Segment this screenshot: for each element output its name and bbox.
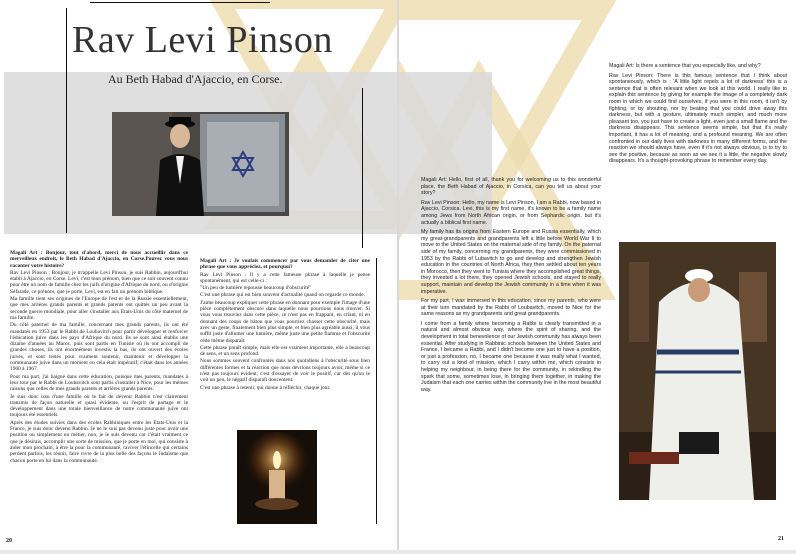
paragraph: Magali Art: Is there a sentence that you especially like, and why?: [609, 63, 761, 69]
right-column-english-2: [609, 63, 787, 223]
paragraph: Cette phrase paraît simple, mais elle est vraiment importante, elle a beaucoup de sens, et un sens profond.: [200, 344, 370, 358]
paragraph: Rav Levi Pinson : Il y a cette fameuse phrase à laquelle je pense spontanément, qui est celle-ci :: [200, 271, 370, 284]
paragraph: Magali Art : Bonjour, tout d'abord, merci de nous accueillir dans ce merveilleux endroit, le Beth Habad d'Ajaccio, en Corse.Pouvez vous nous raconter votre histoire?: [10, 250, 188, 269]
left-column-french-1: [10, 250, 188, 532]
paragraph: I come from a family where becoming a Rabbi is clearly transmitted in a natural and almost obvious way, where the spirit of sharing, and the development in total benevolence of our Jewish community has always been essential. After studying in Rabbinic schools between the United States and France, I became a Rabbi, and I didn't become one just to have a position, or just a profession, no, I became one because it was really what I wanted, to carry out a kind of mission, which I carry within me, which consists in helping my neighbour, in being there for the community, in rekindling the spark that some, sometimes lose, in bringing them together, in making the Judaism that each one carries within the community live in the most beautiful way.: [421, 320, 601, 393]
page-number-right: 21: [778, 536, 784, 542]
paragraph: For my part, I was immersed in this education, since my parents, who were at their turn mandated by the Rabbi of Loubavitch, moved to Nice for the same reasons as my grandparents and great grandparents.: [421, 298, 601, 318]
paragraph: Je suis donc issu d'une famille où le fait de devenir Rabbin n'est clairement transmis de façon naturelle et quasi évidente, ou l'esprit de partage et le développement dans une totale bienveillance de notre communauté juive ont toujours été essentiels.: [10, 393, 188, 419]
left-column-french-2: [200, 258, 370, 428]
page-subtitle: Au Beth Habad d'Ajaccio, en Corse.: [108, 72, 283, 86]
paragraph: Magali Art: Hello, first of all, thank you for welcoming us to this wonderful place, the Beth Habad of Ajaccio, in Corsica, can you tell us about your story?: [421, 177, 601, 197]
paragraph: Rav Levi Pinson: There is this famous sentence that I think about spontaneously, which is : 'A little light repels a lot of darkness' this is a sentence that is often relevant when we look at this world. I really like to explain this sentence by giving for example the image of a completely dark room in which we could find ourselves, if you were in this room, it isn't by fighting, or by shouting, nor by beating that you could drive away this darkness, but with a gesture, ultimately much simpler, and much more pleasant too, you just have to create a light, even just a small flame and the darkness disappears. This sentence seems simple, but that it's really important, it has a lot of meaning, and a profound meaning. We are often confronted in our daily lives with darkness in many different forms, and the reaction we should always have, even if it's not always obvious, is to try to see the positive, because as soon as we see it a little, the negative slowly disappears. It's a thought-provoking phrase to remember every day.: [609, 72, 787, 165]
paragraph: "Un peu de lumière repousse beaucoup d'obscurité": [200, 285, 312, 292]
paragraph: Rav Levi Pinson: Hello, my name is Levi Pinson, I am a Rabbi, now based in Ajaccio, Corsica. Levi, this is my first name, it's known to be a family name among Jews from North African origin, or from Sephardic origin, but it's actually a biblical first name.: [421, 199, 601, 226]
paragraph: My family has its origins from Eastern Europe and Russia essentially, which my great-grandparents and grandparents left a little before World War II to move to the United States on the maternal side of my family. On the paternal side of my family, concerning my grandparents, they were commissioned in 1953 by the Rabbi of Lubavitch to go and develop and strengthen Jewish education in the countries of North Africa, they then settled about ten years in Morocco, then they went to Tunisia where they accomplished great things, they invested a lot there, they opened Jewish schools, and stayed to really support, maintain and develop the Jewish community in a time when it was imperative.: [421, 229, 601, 295]
paragraph: Rav Levi Pinson : Bonjour, je m'appelle Levi Pinson, je suis Rabbin, aujourd'hui établi à Ajaccio, en Corse. Levi, c'est mon prénom, bien que ce soit souvent connu pour être un nom de famille chez les juifs d'origine d'Afrique du nord, ou d'origine Séfarade, ce prénom, que je porte, Levi, est en fait un prénom biblique.: [10, 269, 188, 295]
paragraph: Nous sommes souvent confrontés dans nos quotidiens à l'obscurité sous bien différentes formes et la réaction que nous devrions toujours avoir, même si ce n'est pas toujours évident, c'est d'essayer de voir le positif, car dès qu'on le voit un peu, le négatif disparaît doucement.: [200, 358, 370, 384]
portrait-photo: [112, 112, 289, 216]
paragraph: Pour ma part, j'ai baigné dans cette éducation, puisque mes parents, mandatés à leur tour par le Rabbi de Loubavitch sont partis s'installer à Nice, pour les mêmes raisons que celles de mes grands parents et arrières grands parents.: [10, 373, 188, 393]
vertical-rule-mid: [362, 88, 363, 248]
vertical-rule-left: [66, 8, 67, 233]
paragraph: Après des études suivies dans des écoles Rabbiniques entre les Etats-Unis et la France, je suis donc devenu Rabbin. Je ne le suis pas devenu juste pour avoir une position ou simplement un métier, non, je le suis devenu car c'était vraiment ce que je désirais, accomplir une sorte de mission, que je porte en moi, qui consiste à aider mon prochain, à être la pour la communauté, raviver l'étincelle qui certains perdent parfois, les réunir, faire vivre de la plus belle des façons le Judaïsme que chacun porte en lui dans la communauté.: [10, 419, 188, 464]
page-title: Rav Levi Pinson: [72, 19, 333, 61]
candle-photo: [237, 430, 317, 524]
paragraph: Ma famille tient ses origines de l'Europe de l'est et de la Russie essentiellement, que mes arrières grands parents et grands parents ont quittés un peu avant la seconde guerre mondiale, pour aller s'installer aux Etats-Unis du côté maternel de ma famille.: [10, 296, 188, 321]
paragraph: Magali Art : Je voulais commencer par vous demander de citer une phrase que vous appréciez, et pourquoi?: [200, 258, 370, 271]
right-column-english-1: [421, 177, 601, 522]
paragraph: C'est une phrase qui est bien souvent d'actualité quand on regarde ce monde.: [200, 292, 365, 299]
top-rule: [90, 2, 270, 3]
paragraph: Du côté paternel de ma famille, concernant mes grands parents, ils ont été mandatés en 1953 par le Rabbi de Loubavitch pour partir développer et renforcer l'éducation juive dans les pays d'Afrique du nord. Ils se sont ainsi établis une dizaine d'années au Maroc, puis sont partis en Tunisie où ils ont accompli de grandes choses, ils ont énormément investis la bas, ils ont ouvert des écoles juives, et sont restés pour vraiment soutenir, maintenir et développer la communauté juive dans un moment ou cela était impératif, c'était dans les années 1960 à 1967.: [10, 322, 188, 373]
paragraph: C'est une phrase à retenir, qui donne à réfléchir, chaque jour.: [200, 384, 331, 391]
page-number-left: 20: [6, 538, 12, 544]
paragraph: J'aime beaucoup expliquer cette phrase en donnant pour exemple l'image d'une pièce complètement obscure dans laquelle nous pourrions nous trouver. Si vous vous trouviez dans cette pièce, ce n'est pas en frappant, en criant, ni en donnant des coups de bâton que vous pourriez chasser cette obscurité, mais avec un geste, finalement bien plus simple, et bien plus agréable aussi, il vous suffit juste d'allumer une lumière, même juste une petite flamme et l'obscurité cède même disparaît.: [200, 299, 370, 344]
prayer-photo: [619, 242, 776, 500]
vertical-rule-right: [376, 258, 377, 524]
